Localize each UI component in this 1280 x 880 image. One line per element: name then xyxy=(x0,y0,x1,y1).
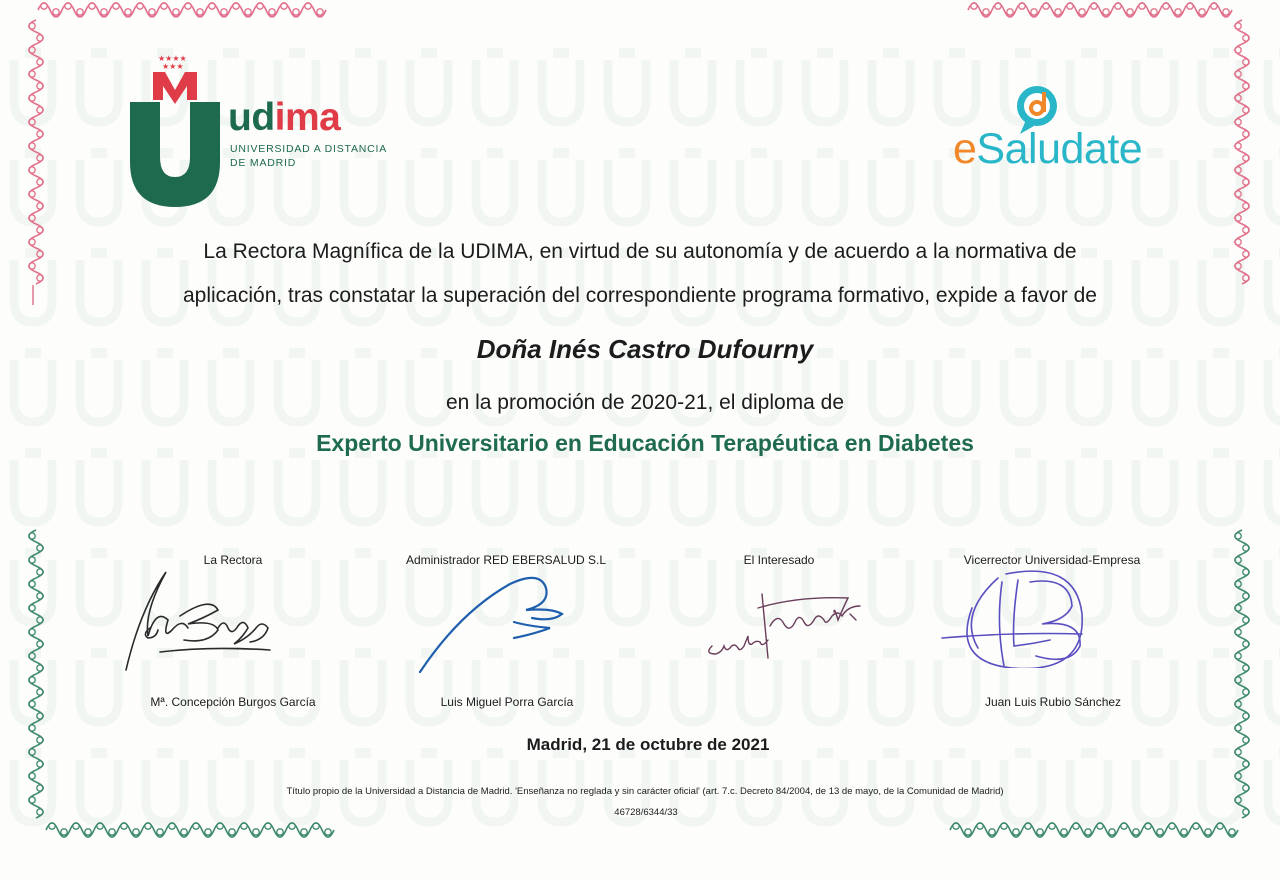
esaludate-wordmark-part1: e xyxy=(953,125,977,173)
signature-rubio xyxy=(940,568,1090,668)
signature-name-rectora: Mª. Concepción Burgos García xyxy=(150,695,316,709)
udima-tagline-line1: UNIVERSIDAD A DISTANCIA xyxy=(230,143,388,155)
signature-name-vicerrector: Juan Luis Rubio Sánchez xyxy=(984,695,1122,709)
udima-wordmark-part1: ud xyxy=(228,96,275,139)
signature-role-rectora: La Rectora xyxy=(203,553,263,567)
signature-role-interesado: El Interesado xyxy=(743,553,815,567)
diploma-title: Experto Universitario en Educación Terapéutica en Diabetes xyxy=(316,430,974,456)
signature-porra xyxy=(412,574,572,678)
legal-note: Título propio de la Universidad a Distancia de Madrid. 'Enseñanza no reglada y sin carácter oficial' (art. 7.c. Decreto 84/2004, de 13 de mayo, de la Comunidad de Madrid) xyxy=(286,786,1004,797)
signature-castro xyxy=(700,586,880,666)
udima-tagline-line2: DE MADRID xyxy=(230,157,297,169)
promotion-line: en la promoción de 2020-21, el diploma de xyxy=(445,391,845,414)
udima-wordmark xyxy=(228,98,340,137)
intro-line-2: aplicación, tras constatar la superación del correspondiente programa formativo, expide a favor de xyxy=(182,284,1097,307)
esaludate-wordmark-part2: Saludate xyxy=(976,125,1143,173)
udima-tagline xyxy=(230,142,387,170)
svg-text:★★★: ★★★ xyxy=(162,62,184,71)
recipient-name: Doña Inés Castro Dufourny xyxy=(476,334,814,364)
udima-wordmark-part2: ima xyxy=(274,96,341,139)
svg-text:★★★★: ★★★★ xyxy=(158,54,187,63)
place-and-date: Madrid, 21 de octubre de 2021 xyxy=(526,735,770,754)
signature-burgos xyxy=(120,568,290,680)
signature-role-vicerrector: Vicerrector Universidad-Empresa xyxy=(963,553,1141,567)
intro-line-1: La Rectora Magnífica de la UDIMA, en virtud de su autonomía y de acuerdo a la normativa de xyxy=(203,240,1077,263)
esaludate-wordmark xyxy=(953,125,1143,173)
signature-name-administrador: Luis Miguel Porra García xyxy=(440,695,574,709)
signature-role-administrador: Administrador RED EBERSALUD S.L xyxy=(405,553,607,567)
registry-code: 46728/6344/33 xyxy=(614,807,678,818)
